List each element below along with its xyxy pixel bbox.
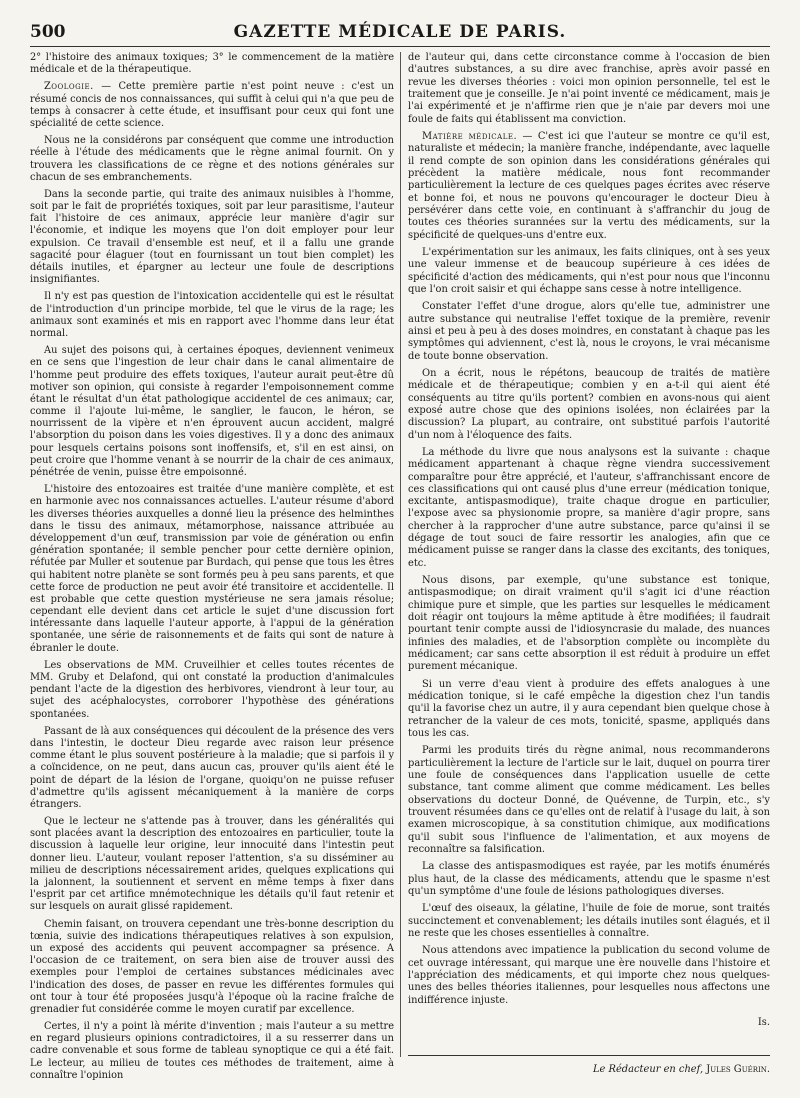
paragraph bbox=[30, 52, 394, 76]
paragraph-text: Chemin faisant, on trouvera cependant une très-bonne description du tœnia, suivie des indications thérapeutiques relatives à son expulsion, un exposé des accidents qui peuvent accompagner sa présence. A l'occasion de ce traitement, on sera bien aise de trouver aussi des exemples pour l'emploi de certaines substances médicinales avec l'indication des doses, de passer en revue les différentes formules qui ont tour à tour été proposées jusqu'à l'époque où la racine fraîche de grenadier fut considérée comme le moyen curatif par excellence. bbox=[30, 918, 394, 1015]
article-signature: Is. bbox=[757, 1016, 770, 1028]
paragraph bbox=[408, 247, 770, 296]
paragraph-text: Cette première partie n'est point neuve : c'est un résumé concis de nos connaissances, qui suffit à celui qui n'a que peu de temps à consacrer à cette étude, et insuffisant pour ceux qui font une spécialité de cette science. bbox=[30, 81, 394, 129]
paragraph-text: Les observations de MM. Cruveilhier et celles toutes récentes de MM. Gruby et Delafond, qui ont constaté la production d'animalcules pendant l'acte de la digestion des herbivores, viendront à leur tour, au sujet des acéphalocystes, corroborer l'hypothèse des générations spontanées. bbox=[30, 659, 394, 720]
left-column bbox=[30, 52, 394, 1087]
right-column-paragraphs bbox=[408, 52, 770, 1007]
signature-divider bbox=[408, 1055, 770, 1056]
paragraph bbox=[408, 52, 770, 126]
paragraph bbox=[408, 903, 770, 940]
paragraph-text: La méthode du livre que nous analysons est la suivante : chaque médicament appartenant à chaque règne viendra successivement comparaître pour être apprécié, et l'auteur, s'affranchissant encore de ces classifications qui ont causé plus d'une erreur (médication tonique, excitante, antispasmodique), traite chaque drogue en particulier, l'expose avec sa physionomie propre, sa manière d'agir propre, sans chercher à la rapprocher d'une autre substance, parce qu'ainsi il se dégage de tout souci de faire ressortir les analogies, afin que ce médicament puisse se ranger dans la classe des excitants, des toniques, etc. bbox=[408, 446, 770, 569]
section-heading: Matière médicale. — bbox=[422, 130, 533, 142]
paragraph bbox=[408, 745, 770, 856]
paragraph-text: Au sujet des poisons qui, à certaines époques, deviennent venimeux en ce sens que l'ingestion de leur chair dans le canal alimentaire de l'homme peut produire des effets toxiques, l'auteur aurait peut-être dû motiver son opinion, qui consiste à regarder l'empoisonnement comme étant le résultat d'un état pathologique accidentel de ces animaux; car, comme il l'ajoute lui-même, le sanglier, le faucon, le héron, se nourrissent de la vipère et n'en éprouvent aucun accident, malgré l'absorption du poison dans les voies digestives. Il y a donc des animaux pour lesquels certains poisons sont inoffensifs, et, s'il en est ainsi, on peut croire que l'homme venant à se nourrir de la chair de ces animaux, pénétrée de venin, puisse être empoisonné. bbox=[30, 345, 394, 478]
paragraph bbox=[30, 135, 394, 184]
page-number: 500 bbox=[30, 22, 66, 42]
paragraph bbox=[30, 81, 394, 130]
paragraph-text: Nous ne la considérons par conséquent que comme une introduction réelle à l'étude des médicaments que le règne animal fournit. On y trouvera les classifications de ce règne et des notions générales sur chacun de ses embranchements. bbox=[30, 135, 394, 183]
paragraph-text: Passant de là aux conséquences qui découlent de la présence des vers dans l'intestin, le docteur Dieu regarde avec raison leur présence comme étant le plus souvent postérieure à la maladie; que si parfois il y a coïncidence, on ne peut, dans aucun cas, prouver qu'ils aient été le point de départ de la lésion de l'organe, quoiqu'on ne puisse refuser d'admettre qu'ils agissent mécaniquement à la manière de corps étrangers. bbox=[30, 725, 394, 810]
paragraph bbox=[408, 131, 770, 242]
header-divider bbox=[30, 46, 770, 47]
paragraph bbox=[30, 189, 394, 287]
paragraph-text: Constater l'effet d'une drogue, alors qu'elle tue, administrer une autre substance qui neutralise l'effet toxique de la première, revenir ainsi et peu à peu à des doses moindres, en constatant à chaque pas les symptômes qui adviennent, c'est là, nous le croyons, le vrai mécanisme de toute bonne observation. bbox=[408, 301, 770, 362]
paragraph bbox=[408, 301, 770, 363]
paragraph bbox=[30, 919, 394, 1017]
paragraph bbox=[30, 484, 394, 655]
paragraph bbox=[30, 726, 394, 811]
paragraph-text: L'œuf des oiseaux, la gélatine, l'huile de foie de morue, sont traités succinctement et convenablement; les détails inutiles sont élagués, et il ne reste que les choses essentielles à connaître. bbox=[408, 903, 770, 939]
paragraph bbox=[408, 575, 770, 674]
paragraph bbox=[408, 945, 770, 1007]
paragraph-text: Nous attendons avec impatience la publication du second volume de cet ouvrage intéressant, qui marque une ère nouvelle dans l'histoire et l'appréciation des médicaments, et qui importe chez nous quelques-unes des belles théories italiennes, pour lesquelles nous affectons une indifférence injuste. bbox=[408, 945, 770, 1006]
paragraph-text: L'expérimentation sur les animaux, les faits cliniques, ont à ses yeux une valeur immense et de beaucoup supérieure à ces idées de spécificité d'action des médicaments, qui n'est pour nous que l'inconnu que l'on croit saisir et qui échappe sans cesse à notre intelligence. bbox=[408, 246, 770, 295]
paragraph bbox=[30, 816, 394, 914]
section-heading: Zoologie. — bbox=[44, 81, 112, 93]
paragraph bbox=[30, 660, 394, 721]
column-divider bbox=[400, 52, 401, 1057]
paragraph bbox=[408, 861, 770, 898]
paragraph bbox=[30, 345, 394, 479]
paragraph-text: de l'auteur qui, dans cette circonstance comme à l'occasion de bien d'autres substances, a su dire avec franchise, après avoir passé en revue les diverses théories : voici mon opinion personnelle, tel est le traitement que je conseille. Je n'ai point inventé ce médicament, mais je l'ai expérimenté et je n'affirme rien que je n'aie par devers moi une foule de faits qui établissent ma conviction. bbox=[408, 52, 770, 125]
paragraph-text: Que le lecteur ne s'attende pas à trouver, dans les généralités qui sont placées avant la description des entozoaires en particulier, toute la discussion à laquelle leur origine, leur innocuité dans l'intestin peut donner lieu. L'auteur, voulant reposer l'attention, s'a su disséminer au milieu de descriptions nécessairement arides, quelques explications qui la jalonnent, la soutiennent et servent en même temps à fixer dans l'esprit par cet artifice mnémotechnique les détails qu'il faut retenir et sur lesquels on aurait glissé rapidement. bbox=[30, 816, 394, 913]
paragraph-text: Si un verre d'eau vient à produire des effets analogues à une médication tonique, si le café empêche la digestion chez l'un tandis qu'il la favorise chez un autre, il y aura cependant bien quelque chose à retrancher de la valeur de ces mots, tonicité, spasme, appliqués dans tous les cas. bbox=[408, 678, 770, 740]
paragraph bbox=[30, 1021, 394, 1082]
paragraph bbox=[30, 291, 394, 340]
right-column bbox=[408, 52, 770, 1077]
paragraph-text: C'est ici que l'auteur se montre ce qu'il est, naturaliste et médecin; la manière franche, indépendante, avec laquelle il rend compte de son opinion dans les considérations générales qui précèdent la matière médicale, nous font recommander particulièrement la lecture de ces quelques pages écrites avec réserve et bonne foi, et nous ne pouvons qu'encourager le docteur Dieu à persévérer dans cette voie, en continuant à s'affranchir du joug de toutes ces théories surannées sur la vertu des médicaments, sur la spécificité de quelques-uns d'entre eux. bbox=[408, 130, 770, 241]
paragraph-text: Parmi les produits tirés du règne animal, nous recommanderons particulièrement la lecture de l'article sur le lait, duquel on pourra tirer une foule de conséquences dans l'application usuelle de cette substance, tant comme aliment que comme médicament. Les belles observations du docteur Donné, de Quévenne, de Turpin, etc., s'y trouvent résumées dans ce qu'elles ont de relatif à l'usage du lait, à son examen microscopique, à sa constitution chimique, aux modifications qu'il subit sous l'influence de l'alimentation, et aux moyens de reconnaître sa falsification. bbox=[408, 745, 770, 856]
paragraph-text: L'histoire des entozoaires est traitée d'une manière complète, et est en harmonie avec nos connaissances actuelles. L'auteur résume d'abord les diverses théories auxquelles a donné lieu la présence des helminthes dans le tissu des animaux, métamorphose, naissance attribuée au développement d'un œuf, transmission par voie de génération ou enfin génération spontanée; il semble pencher pour cette dernière opinion, réfutée par Muller et soutenue par Burdach, qui pense que tous les êtres qui habitent notre planète se sont formés peu à peu sans parents, et que cette force de production ne peut avoir été transitoire et accidentelle. Il est probable que cette question mystérieuse ne sera jamais résolue; cependant elle devient dans cet article le sujet d'une discussion fort intéressante dans laquelle l'auteur apporte, à l'appui de la génération spontanée, une série de raisonnements et de faits qui sont de nature à ébranler le doute. bbox=[30, 484, 395, 654]
paragraph-text: On a écrit, nous le répétons, beaucoup de traités de matière médicale et de thérapeutique; combien y en a-t-il qui aient été conséquents au titre qu'ils portent? combien en avons-nous qui aient exposé autre chose que des opinions isolées, non éclairées par la discussion? La plupart, au contraire, ont substitué parfois l'autorité d'un nom à l'éloquence des faits. bbox=[408, 367, 770, 441]
page-header bbox=[30, 22, 770, 44]
paragraph-text: Certes, il n'y a point là mérite d'invention ; mais l'auteur a su mettre en regard plusieurs opinions contradictoires, il a su resserrer dans un cadre convenable et sous forme de tableau synoptique ce qui a été fait. Le lecteur, au milieu de toutes ces méthodes de traitement, aime à connaître l'opinion bbox=[30, 1021, 394, 1081]
editor-label: Le Rédacteur en chef, bbox=[592, 1064, 704, 1076]
paragraph-text: Dans la seconde partie, qui traite des animaux nuisibles à l'homme, soit par le fait de propriétés toxiques, soit par leur parasitisme, l'auteur fait l'histoire de ces animaux, apprécie leur manière d'agir sur l'économie, et indique les moyens que l'on doit employer pour leur expulsion. Ce travail d'ensemble est neuf, et il a fallu une grande sagacité pour élaguer (tout en fournissant un tout bien complet) les détails inutiles, et épargner au lecteur une foule de descriptions insignifiantes. bbox=[30, 188, 394, 286]
paragraph-text: La classe des antispasmodiques est rayée, par les motifs énumérés plus haut, de la classe des médicaments, attendu que le spasme n'est qu'un symptôme d'une foule de lésions pathologiques diverses. bbox=[408, 861, 770, 897]
paragraph bbox=[408, 368, 770, 442]
paragraph-text: Il n'y est pas question de l'intoxication accidentelle qui est le résultat de l'introduction d'un principe morbide, tel que le virus de la rage; les animaux sont examinés et mis en rapport avec l'homme dans leur état normal. bbox=[30, 291, 394, 339]
editor-name: Jules Guérin. bbox=[706, 1064, 770, 1076]
paragraph-text: 2° l'histoire des animaux toxiques; 3° le commencement de la matière médicale et de la thérapeutique. bbox=[30, 52, 394, 76]
editor-credit bbox=[408, 1064, 770, 1076]
paragraph bbox=[408, 679, 770, 741]
paragraph-text: Nous disons, par exemple, qu'une substance est tonique, antispasmodique; on dirait vraiment qu'il s'agit ici d'une réaction chimique pure et simple, que les parties sur lesquelles le médicament doit réagir ont toujours la même aptitude à être modifiées; il faudrait pourtant tenir compte aussi de l'idiosyncrasie du malade, des nuances infinies des maladies, et de l'absorption complète ou incomplète du médicament; car sans cette absorption il est réduit à produire un effet purement mécanique. bbox=[408, 575, 770, 673]
paragraph bbox=[408, 447, 770, 570]
journal-title: GAZETTE MÉDICALE DE PARIS. bbox=[233, 22, 567, 42]
